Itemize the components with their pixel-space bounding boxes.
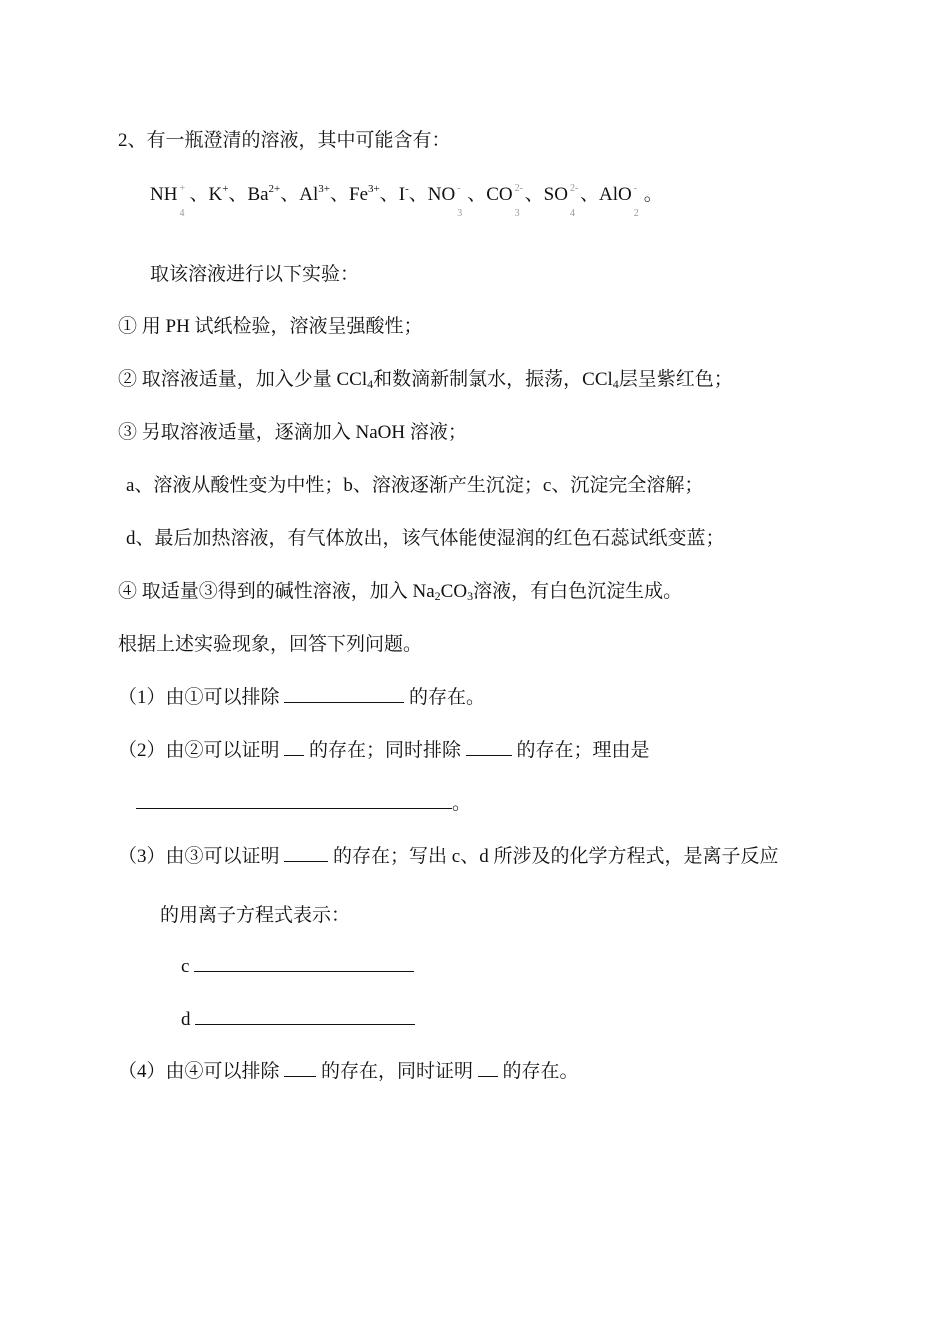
answer-blank[interactable] (284, 1058, 316, 1077)
step-2: ② 取溶液适量，加入少量 CCl$_4$和数滴新制氯水，振荡，CCl$_4$层呈紫红色； (118, 369, 733, 391)
ion-formula: NH + 4 、 (150, 183, 209, 219)
ion-formula: $Fe^{3+}$、 (349, 183, 399, 205)
ion-formula: K+、 (208, 183, 248, 205)
question-2: （2）由②可以证明 的存在；同时排除 的存在；理由是 (118, 737, 650, 764)
equation-c: c (181, 953, 414, 980)
step-3-abc: a、溶液从酸性变为中性；b、溶液逐渐产生沉淀；c、沉淀完全溶解； (126, 475, 704, 496)
answer-blank[interactable] (195, 1006, 415, 1025)
question-4: （4）由④可以排除 的存在，同时证明 的存在。 (118, 1058, 579, 1085)
ion-formula: AlO - 2 。 (598, 183, 663, 219)
answer-blank[interactable] (284, 737, 304, 756)
step-3: ③ 另取溶液适量，逐滴加入 NaOH 溶液； (118, 422, 467, 443)
ion-formula: $Ba^{2+}$、 (247, 183, 300, 205)
question-3-continued: 的用离子方程式表示： (160, 905, 351, 926)
step-4: ④ 取适量③得到的碱性溶液，加入 $Na_2CO_3$溶液，有白色沉淀生成。 (118, 581, 683, 603)
ion-formula: $Al^{3+}$、 (299, 183, 350, 205)
ion-formula: SO 2- 4 、 (543, 183, 599, 219)
equation-d: d (181, 1006, 415, 1033)
answer-blank[interactable] (478, 1058, 498, 1077)
answer-blank[interactable] (284, 843, 328, 862)
question-1: （1）由①可以排除 的存在。 (118, 684, 485, 711)
answer-blank[interactable] (136, 790, 452, 809)
ion-formula: NO - 3 、 (427, 183, 487, 219)
ion-list (150, 182, 663, 219)
ion-formula: I-、 (398, 183, 428, 205)
step-1: ① 用 PH 试纸检验，溶液呈强酸性； (118, 316, 423, 337)
experiment-intro: 取该溶液进行以下实验： (150, 264, 360, 285)
answer-prompt: 根据上述实验现象，回答下列问题。 (118, 634, 423, 655)
answer-blank[interactable] (466, 737, 512, 756)
ion-formula: CO 2- 3 、 (486, 183, 544, 219)
question-3: （3）由③可以证明 的存在；写出 c、d 所涉及的化学方程式，是离子反应 (118, 843, 778, 870)
answer-blank[interactable] (194, 953, 414, 972)
step-3-d: d、最后加热溶液，有气体放出，该气体能使湿润的红色石蕊试纸变蓝； (126, 528, 725, 549)
answer-blank[interactable] (284, 684, 404, 703)
question-title: 2、有一瓶澄清的溶液，其中可能含有： (118, 130, 451, 151)
question-2-reason: 。 (136, 790, 471, 817)
